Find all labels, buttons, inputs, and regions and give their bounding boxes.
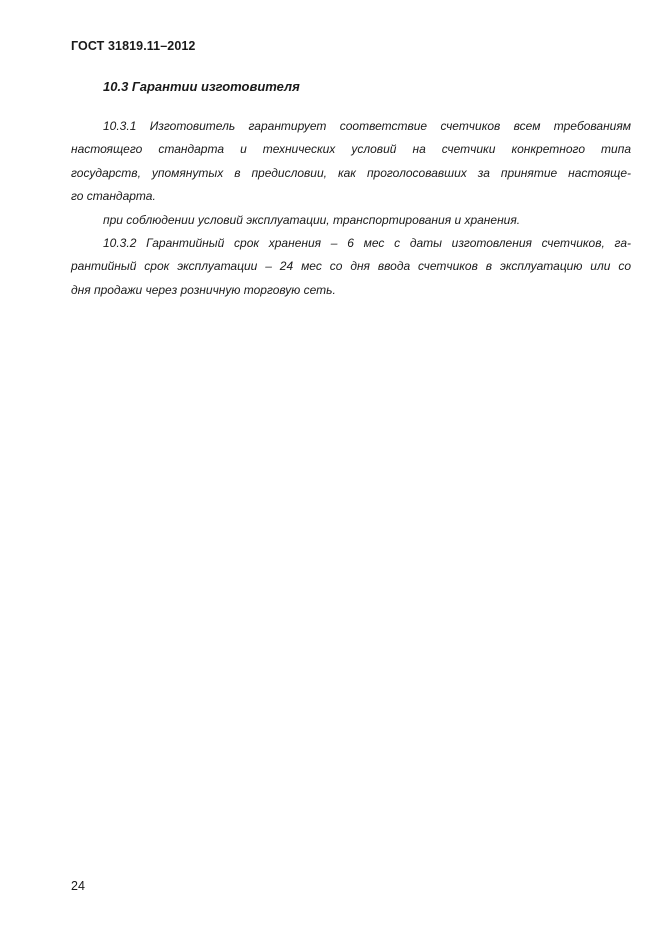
section-heading: 10.3 Гарантии изготовителя <box>103 79 300 94</box>
paragraph-line: настоящего стандарта и технических условий на счетчики конкретного типа <box>71 142 631 157</box>
paragraph-line: дня продажи через розничную торговую сеть. <box>71 282 336 297</box>
page-number: 24 <box>71 879 85 893</box>
paragraph-line: при соблюдении условий эксплуатации, транспортирования и хранения. <box>103 212 521 227</box>
section-body <box>71 115 631 302</box>
paragraph-line: рантийный срок эксплуатации – 24 мес со дня ввода счетчиков в эксплуатацию или со <box>71 259 631 274</box>
paragraph-line: 10.3.1 Изготовитель гарантирует соответствие счетчиков всем требованиям <box>103 119 631 133</box>
paragraph-line: 10.3.2 Гарантийный срок хранения – 6 мес с даты изготовления счетчиков, га- <box>103 235 631 250</box>
paragraph-line: государств, упомянутых в предисловии, как проголосовавших за принятие настояще- <box>71 165 631 180</box>
paragraph-line: го стандарта. <box>71 189 156 204</box>
document-code: ГОСТ 31819.11–2012 <box>71 39 196 53</box>
